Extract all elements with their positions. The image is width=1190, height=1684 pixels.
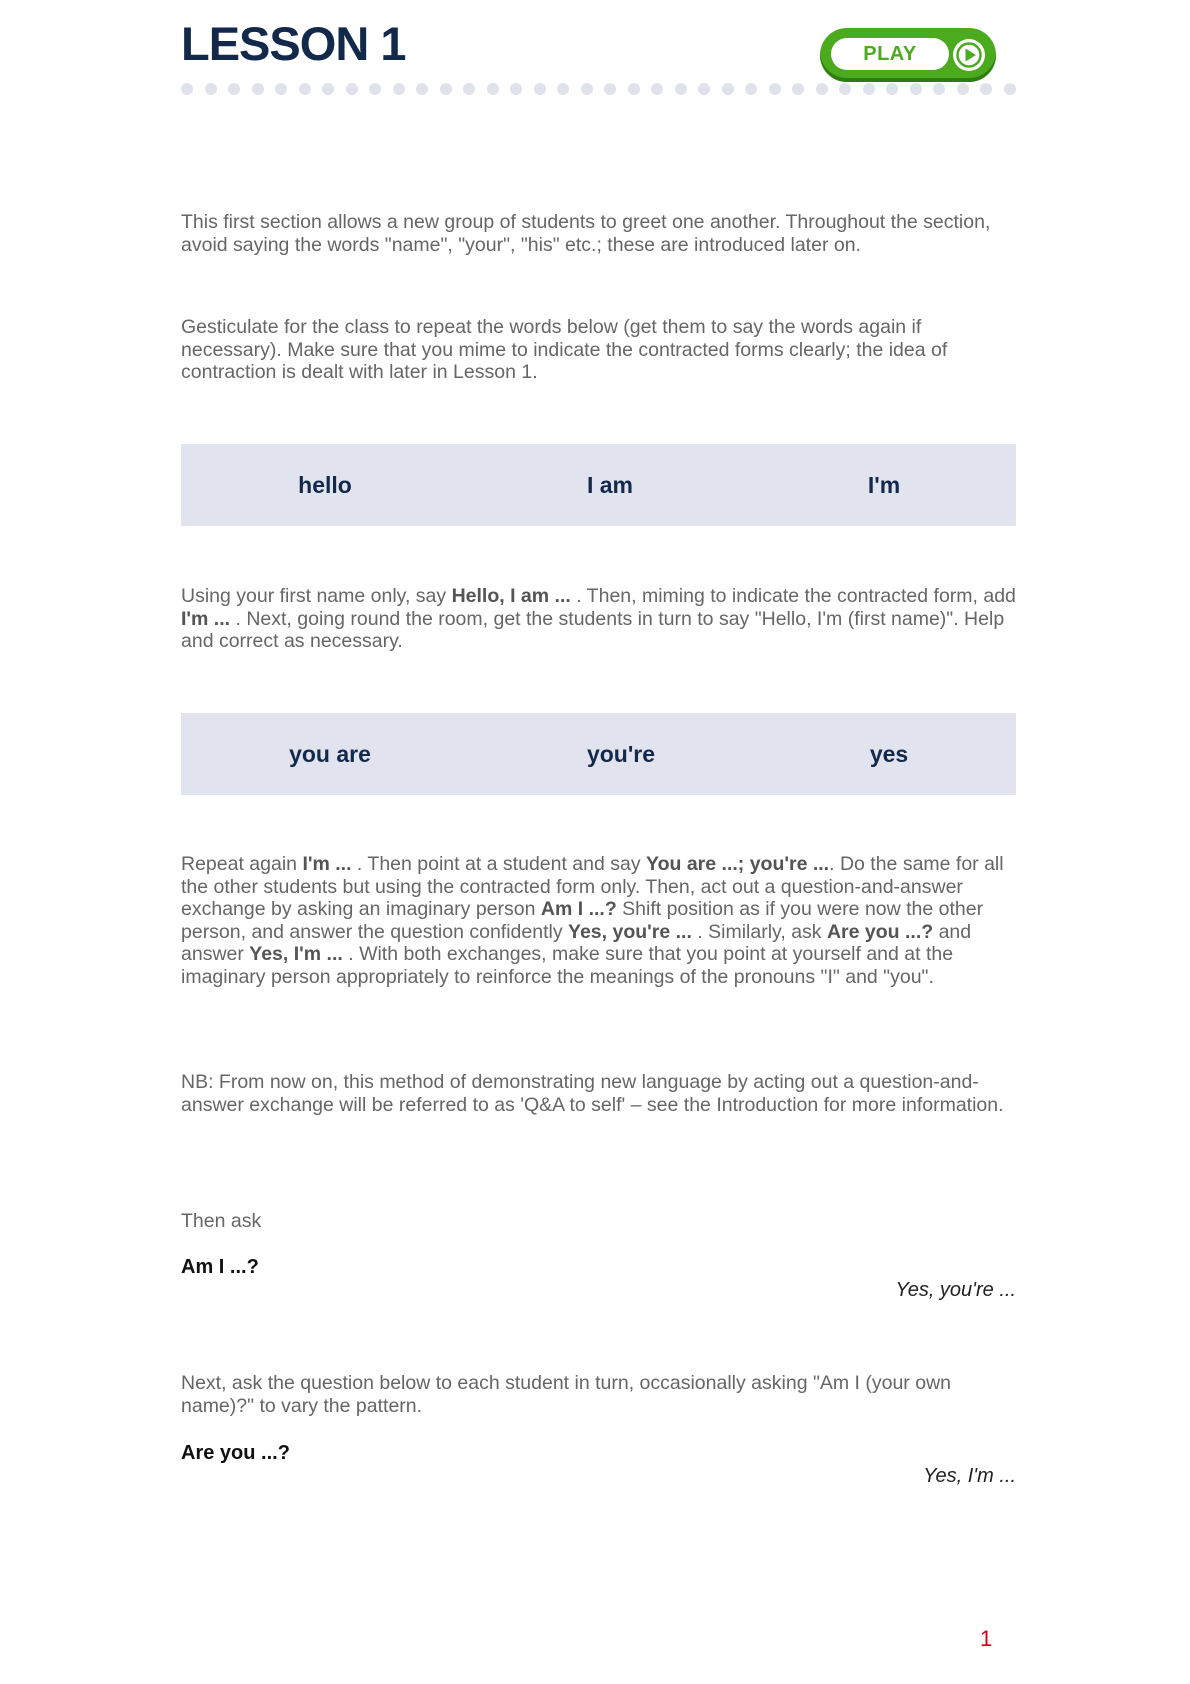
first-name-paragraph: Using your first name only, say Hello, I am ... . Then, miming to indicate the contracted form, add I'm ... . Next, going round the room, get the students in turn to say "Hello, I'm (first name)". Help and correct as necessary.: [181, 585, 1016, 652]
dotted-divider: [181, 82, 1016, 96]
play-icon: [951, 37, 987, 73]
gesticulate-paragraph: Gesticulate for the class to repeat the words below (get them to say the words again if necessary). Make sure that you mime to indicate the contracted forms clearly; the idea of contraction is dealt with later in Lesson 1.: [181, 316, 948, 383]
answer-yes-im: Yes, I'm ...: [923, 1465, 1016, 1487]
vocab-word-im: I'm: [867, 472, 901, 498]
vocab-word-youre: you're: [586, 741, 656, 767]
question-are-you: Are you ...?: [181, 1442, 290, 1464]
vocab-box-2: [181, 713, 1016, 795]
vocab-box-1: [181, 444, 1016, 526]
lesson-title: LESSON 1: [181, 17, 406, 70]
vocab-word-hello: hello: [298, 472, 352, 498]
vocab-word-i-am: I am: [586, 472, 634, 498]
question-am-i: Am I ...?: [181, 1256, 259, 1278]
next-ask-paragraph: Next, ask the question below to each student in turn, occasionally asking "Am I (your own name)?" to vary the pattern.: [181, 1372, 951, 1417]
vocab-word-yes: yes: [869, 741, 909, 767]
play-label: PLAY: [831, 38, 949, 70]
repeat-paragraph: Repeat again I'm ... . Then point at a student and say You are ...; you're .... Do the same for all the other students but using the contracted form only. Then, act out a question-and-answer exchange by asking an imaginary person Am I ...? Shift position as if you were now the other person, and answer the question confidently Yes, you're ... . Similarly, ask Are you ...? and answer Yes, I'm ... . With both exchanges, make sure that you point at yourself and at the imaginary person appropriately to reinforce the meanings of the pronouns "I" and "you".: [181, 853, 1004, 988]
intro-paragraph: This first section allows a new group of students to greet one another. Throughout the section, avoid saying the words "name", "your", "his" etc.; these are introduced later on.: [181, 211, 991, 256]
answer-yes-youre: Yes, you're ...: [895, 1279, 1016, 1301]
then-ask-text: Then ask: [181, 1210, 262, 1232]
nb-paragraph: NB: From now on, this method of demonstrating new language by acting out a question-and-answer exchange will be referred to as 'Q&A to self' – see the Introduction for more information.: [181, 1071, 1004, 1116]
page-number: 1: [980, 1626, 993, 1651]
vocab-word-you-are: you are: [289, 741, 371, 767]
play-button[interactable]: [820, 28, 996, 82]
